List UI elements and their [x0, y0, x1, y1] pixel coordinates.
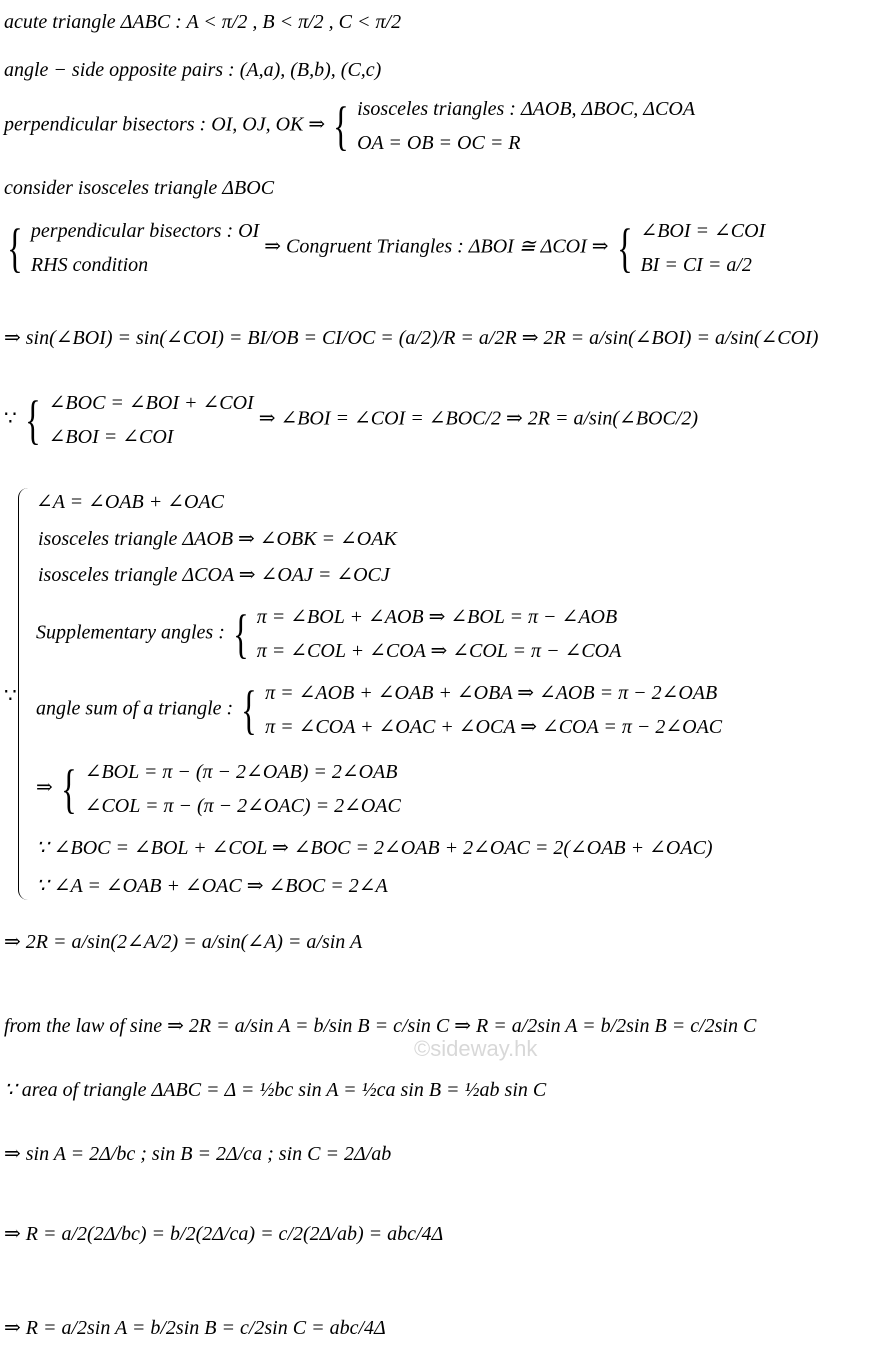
line-7b: ∠BOI = ∠COI — [48, 426, 174, 448]
line-3-block — [4, 92, 695, 160]
line-18: ∵ area of triangle ΔABC = Δ = ½bc sin A = ½ca sin B = ½ab sin C — [4, 1079, 547, 1101]
line-7a: ∠BOC = ∠BOI + ∠COI — [48, 392, 254, 414]
brace: { — [60, 759, 77, 819]
brace: { — [233, 604, 249, 664]
brace: { — [24, 390, 41, 450]
stack-bol-col — [85, 755, 401, 823]
line-13a: ∠BOL = π − (π − 2∠OAB) = 2∠OAB — [84, 761, 398, 783]
line-5a: perpendicular bisectors : OI — [30, 220, 260, 242]
brace: { — [616, 218, 633, 278]
line-12a: π = ∠AOB + ∠OAB + ∠OBA ⇒ ∠AOB = π − 2∠OAB — [265, 682, 718, 704]
line-20: ⇒ R = a/2(2Δ/bc) = b/2(2Δ/ca) = c/2(2Δ/ab) = abc/4Δ — [4, 1223, 444, 1245]
stack-supplementary — [257, 600, 622, 668]
line-5d: ∠BOI = ∠COI — [640, 220, 766, 242]
line-1: acute triangle ΔABC : A < π/2 , B < π/2 , C < π/2 — [4, 11, 402, 33]
line-3a: isosceles triangles : ΔAOB, ΔBOC, ΔCOA — [357, 98, 696, 120]
line-15: ∵ ∠A = ∠OAB + ∠OAC ⇒ ∠BOC = 2∠A — [36, 875, 388, 897]
line-8: ∠A = ∠OAB + ∠OAC — [36, 491, 224, 513]
line-3b: OA = OB = OC = R — [357, 132, 521, 154]
line-19: ⇒ sin A = 2Δ/bc ; sin B = 2Δ/ca ; sin C = 2Δ/ab — [4, 1143, 392, 1165]
big-brace — [18, 488, 33, 900]
line-13b: ∠COL = π − (π − 2∠OAC) = 2∠OAC — [84, 795, 401, 817]
line-5-block — [4, 214, 765, 282]
line-16: ⇒ 2R = a/sin(2∠A/2) = a/sin(∠A) = a/sin A — [4, 931, 363, 953]
line-13-block: ⇒ { ∠BOL = π − (π − 2∠OAB) = 2∠OAB ∠COL = π − (π − 2∠OAC) = 2∠OAC — [36, 755, 401, 823]
line-11: Supplementary angles : — [36, 621, 225, 644]
stack-rhs — [31, 214, 259, 282]
line-12b: π = ∠COA + ∠OAC + ∠OCA ⇒ ∠COA = π − 2∠OAC — [265, 716, 723, 738]
line-5c: ⇒ Congruent Triangles : ΔBOI ≅ ΔCOI ⇒ — [264, 235, 609, 258]
brace: { — [241, 680, 257, 740]
line-17: from the law of sine ⇒ 2R = a/sin A = b/sin B = c/sin C ⇒ R = a/2sin A = b/2sin B = c/2sin C — [4, 1015, 757, 1037]
line-11b: π = ∠COL + ∠COA ⇒ ∠COL = π − ∠COA — [256, 640, 622, 662]
stack-congruent — [640, 214, 765, 282]
line-12: angle sum of a triangle : — [36, 697, 234, 720]
line-2: angle − side opposite pairs : (A,a), (B,b), (C,c) — [4, 59, 382, 81]
stack-angle-sum — [265, 676, 722, 744]
line-4: consider isosceles triangle ΔBOC — [4, 177, 275, 199]
line-5b: RHS condition — [30, 254, 149, 276]
line-7c: ⇒ ∠BOI = ∠COI = ∠BOC/2 ⇒ 2R = a/sin(∠BOC/2) — [258, 407, 699, 430]
stack-isosceles — [357, 92, 695, 160]
line-9: isosceles triangle ΔAOB ⇒ ∠OBK = ∠OAK — [38, 528, 397, 550]
line-11-block — [36, 600, 621, 668]
line-5e: BI = CI = a/2 — [640, 254, 752, 276]
line-10: isosceles triangle ΔCOA ⇒ ∠OAJ = ∠OCJ — [38, 564, 390, 586]
brace: { — [333, 96, 349, 156]
because-symbol: ∵ — [4, 685, 17, 707]
line-21: ⇒ R = a/2sin A = b/2sin B = c/2sin C = abc/4Δ — [4, 1317, 386, 1339]
line-6: ⇒ sin(∠BOI) = sin(∠COI) = BI/OB = CI/OC = (a/2)/R = a/2R ⇒ 2R = a/sin(∠BOI) = a/sin(∠COI) — [4, 327, 819, 349]
watermark: ©sideway.hk — [414, 1036, 538, 1061]
stack-boc — [49, 386, 254, 454]
line-3: perpendicular bisectors : OI, OJ, OK ⇒ — [4, 113, 326, 136]
brace: { — [7, 218, 23, 278]
line-7-block: ∵ { ∠BOC = ∠BOI + ∠COI ∠BOI = ∠COI ⇒ ∠BOI = ∠COI = ∠BOC/2 ⇒ 2R = a/sin(∠BOC/2) — [4, 386, 698, 454]
line-14: ∵ ∠BOC = ∠BOL + ∠COL ⇒ ∠BOC = 2∠OAB + 2∠OAC = 2(∠OAB + ∠OAC) — [36, 837, 713, 859]
line-11a: π = ∠BOL + ∠AOB ⇒ ∠BOL = π − ∠AOB — [256, 606, 618, 628]
line-12-block — [36, 676, 722, 744]
